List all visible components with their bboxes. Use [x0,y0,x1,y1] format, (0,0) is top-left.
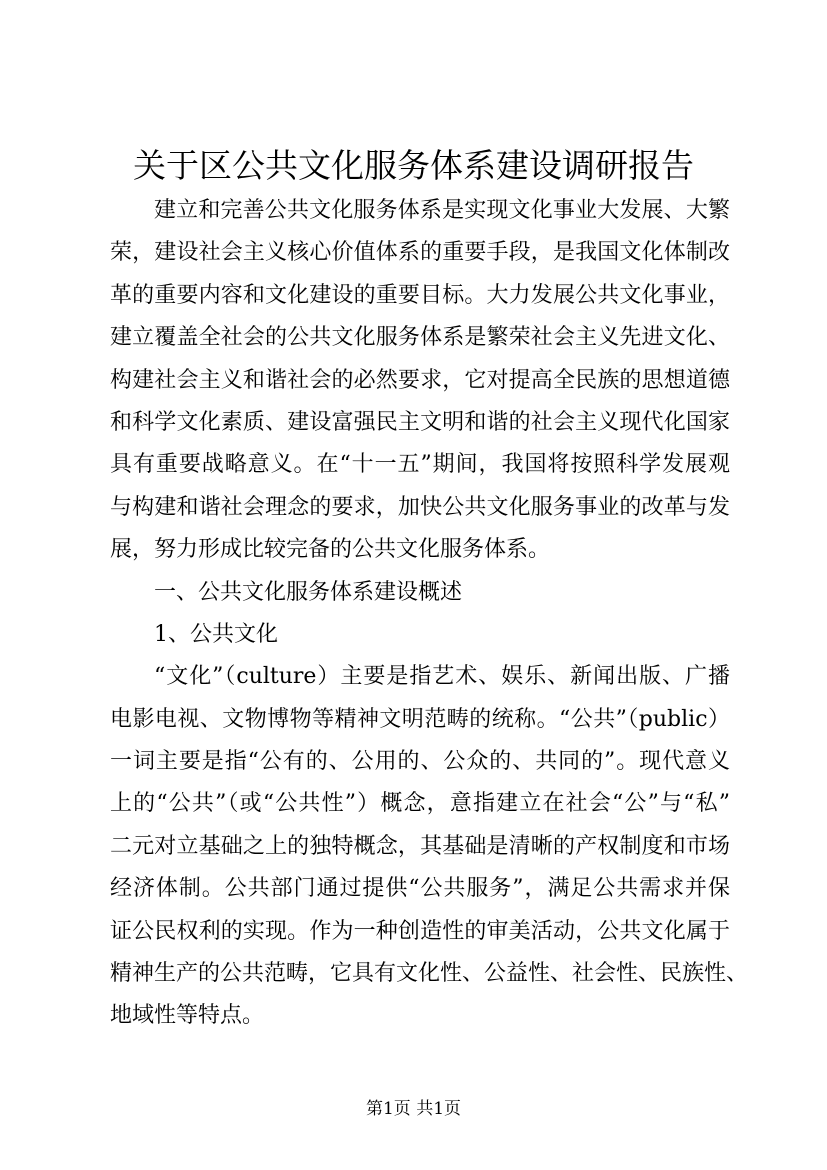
body-line: 上的“公共”（或“公共性”）概念，意指建立在社会“公”与“私” [110,791,730,817]
body-line: 具有重要战略意义。在“十一五”期间，我国将按照科学发展观 [110,452,730,478]
body-line: 二元对立基础之上的独特概念，其基础是清晰的产权制度和市场 [110,833,730,859]
body-line: 电影电视、文物博物等精神文明范畴的统称。“公共”（public） [110,706,730,732]
body-line: 革的重要内容和文化建设的重要目标。大力发展公共文化事业， [110,282,730,308]
body-line: “文化”（culture）主要是指艺术、娱乐、新闻出版、广播 [154,664,730,690]
body-line: 构建社会主义和谐社会的必然要求，它对提高全民族的思想道德 [110,367,730,393]
document-body [110,190,749,1038]
body-line: 展，努力形成比较完备的公共文化服务体系。 [110,537,551,563]
body-line: 地域性等特点。 [110,1003,265,1029]
body-line: 证公民权利的实现。作为一种创造性的审美活动，公共文化属于 [110,918,730,944]
body-line: 经济体制。公共部门通过提供“公共服务”，满足公共需求并保 [110,876,730,902]
body-line: 一词主要是指“公有的、公用的、公众的、共同的”。现代意义 [110,749,730,775]
document-title: 关于区公共文化服务体系建设调研报告 [133,146,694,185]
body-line: 与构建和谐社会理念的要求，加快公共文化服务事业的改革与发 [110,494,730,520]
body-line: 一、公共文化服务体系建设概述 [154,579,463,605]
body-line: 建立和完善公共文化服务体系是实现文化事业大发展、大繁 [154,198,730,223]
body-line: 荣，建设社会主义核心价值体系的重要手段，是我国文化体制改 [110,240,730,266]
body-line: 和科学文化素质、建设富强民主文明和谐的社会主义现代化国家 [110,409,730,435]
body-line: 精神生产的公共范畴，它具有文化性、公益性、社会性、民族性、 [110,961,749,987]
page-footer: 第1页 共1页 [365,1099,462,1119]
body-line: 1、公共文化 [154,621,278,647]
body-line: 建立覆盖全社会的公共文化服务体系是繁荣社会主义先进文化、 [110,325,730,351]
